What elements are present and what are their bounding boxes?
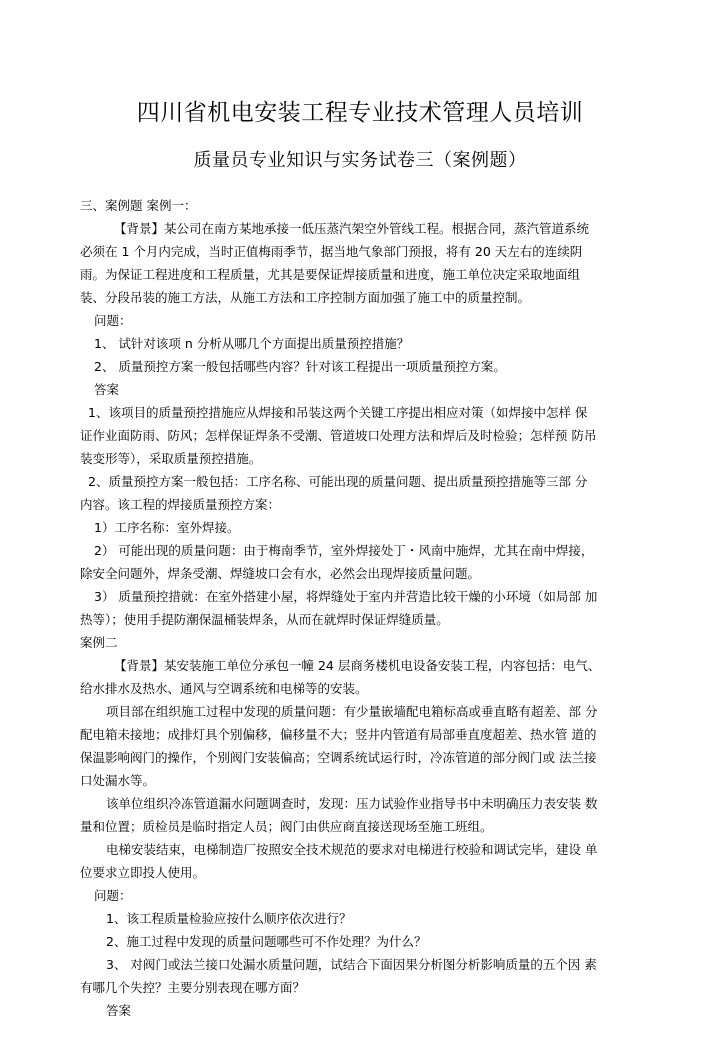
case2-answer-label: 答案: [106, 1003, 132, 1018]
case1-answer-label: 答案: [94, 382, 120, 397]
case1-answer-line: 3） 质量预控措就：在室外搭建小屋，将焊缝处于室内并营造比较干燥的小环境（如局部 加: [94, 589, 598, 604]
case2-background-line: 该单位组织冷冻管道漏水问题调查时，发现：压力试验作业指导书中未明确压力表安装 数: [106, 796, 598, 811]
case1-answer-line: 2、质量预控方案一般包括：工序名称、可能出现的质量问题、提出质量预控措施等三部 分: [88, 474, 588, 489]
case2-background-line: 位要求立即投人使用。: [80, 865, 206, 880]
case2-background-line: 量和位置；质检员是临时指定人员；阀门由供应商直接送现场至施工班组。: [80, 819, 493, 834]
case2-questions-label: 问题：: [94, 888, 132, 903]
document-title: 四川省机电安装工程专业技术管理人员培训: [136, 100, 584, 126]
case1-questions-label: 问题：: [94, 313, 132, 328]
case2-question: 2、施工过程中发现的质量问题哪些可不作处理？为什么？: [106, 934, 427, 949]
case1-answer-line: 1、该项目的质量预控措施应从焊接和吊装这两个关键工序提出相应对策（如焊接中怎样 保: [88, 405, 588, 420]
case1-answer-line: 1）工序名称：室外焊接。: [94, 520, 240, 535]
case2-background-line: 配电箱未接地；成排灯具个别偏移，偏移量不大；竖井内管道有局部垂直度超差、热水管 道的: [80, 727, 597, 742]
case1-background-line: 装、分段吊装的施工方法，从施工方法和工序控制方面加强了施工中的质量控制。: [80, 290, 531, 305]
case2-question: 3、 对阀门或法兰接口处漏水质量问题，试结合下面因果分析图分析影响质量的五个因 素: [106, 957, 597, 972]
case1-answer-line: 装变形等），采取质量预控措施。: [80, 451, 262, 466]
case1-background-line: 【背景】某公司在南方某地承接一低压蒸汽架空外管线工程。根据合同，蒸汽管道系统: [114, 221, 590, 236]
document-subtitle: 质量员专业知识与实务试卷三（案例题）: [193, 150, 527, 171]
case1-answer-line: 除安全问题外，焊条受潮、焊缝坡口会有水，必然会出现焊接质量问题。: [80, 566, 481, 581]
case2-background-line: 保温影响阀门的操作，个别阀门安装偏高；空调系统试运行时，冷冻管道的部分阀门或 法兰接: [80, 750, 597, 765]
case2-question: 1、该工程质量检验应按什么顺序依次进行？: [106, 911, 352, 926]
case1-answer-line: 证作业面防雨、防风；怎样保证焊条不受潮、管道坡口处理方法和焊后及时检验；怎样预 防吊: [80, 428, 597, 443]
case1-question: 2、 质量预控方案一般包括哪些内容？针对该工程提出一项质量预控方案。: [94, 359, 506, 374]
case1-heading: 三、案例题 案例一：: [80, 198, 197, 213]
case2-heading: 案例二: [80, 635, 118, 650]
case1-background-line: 雨。为保证工程进度和工程质量，尤其是要保证焊接质量和进度，施工单位决定采取地面组: [80, 267, 581, 282]
case1-background-line: 必须在 1 个月内完成，当时正值梅雨季节，据当地气象部门预报，将有 20 天左右的连续阴: [80, 244, 583, 259]
case1-answer-line: 2） 可能出现的质量问题：由于梅南季节，室外焊接处丁・风南中施焊，尤其在南中焊接，: [94, 543, 594, 558]
case2-background-line: 【背景】某安装施工单位分承包一幢 24 层商务楼机电设备安装工程，内容包括：电气、: [114, 658, 601, 673]
case1-answer-line: 内容。该工程的焊接质量预控方案：: [80, 497, 281, 512]
case2-background-line: 口处漏水等。: [80, 773, 156, 788]
case1-answer-line: 热等）；使用手提防潮保温桶装焊条，从而在就焊时保证焊缝质量。: [80, 612, 449, 627]
case2-background-line: 电梯安装结束，电梯制造厂按照安全技术规范的要求对电梯进行校验和调试完毕，建设 单: [106, 842, 598, 857]
case2-background-line: 项目部在组织施工过程中发现的质量问题：有少量嵌墙配电箱标高或垂直略有超差、部 分: [106, 704, 598, 719]
case2-background-line: 给水排水及热水、通风与空调系统和电梯等的安装。: [80, 681, 368, 696]
case2-question: 有哪几个失控？主要分别表现在哪方面？: [80, 980, 306, 995]
case1-question: 1、 试针对该项 n 分析从哪几个方面提出质量预控措施？: [94, 336, 410, 351]
